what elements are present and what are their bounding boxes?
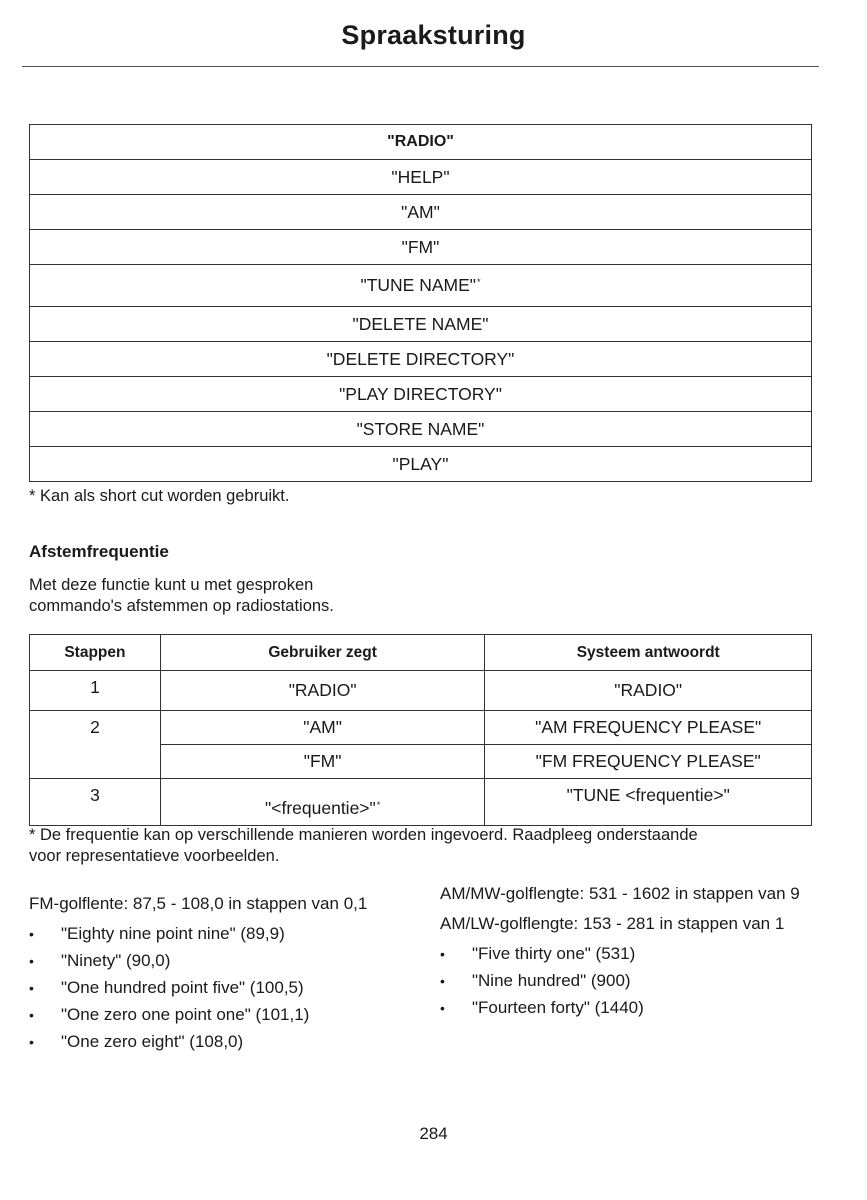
footnote-mark: * [476, 277, 481, 287]
step-number: 1 [30, 671, 161, 711]
command-cell [30, 265, 812, 307]
radio-commands-table [29, 124, 812, 482]
user-says: "FM" [160, 745, 485, 779]
user-says [160, 779, 485, 826]
list-item [29, 978, 409, 1005]
list-item [29, 1005, 409, 1032]
table-row [30, 711, 812, 745]
system-responds: "TUNE <frequentie>" [485, 779, 812, 826]
footnote-line: voor representatieve voorbeelden. [29, 847, 280, 865]
radio-commands-heading: "RADIO" [30, 125, 812, 160]
fm-intro: FM-golflente: 87,5 - 108,0 in stappen van 0,1 [29, 894, 368, 913]
column-header-user: Gebruiker zegt [160, 635, 485, 671]
footnote-line: * De frequentie kan op verschillende manieren worden ingevoerd. Raadpleeg onderstaande [29, 826, 698, 844]
example-text: "Ninety" (90,0) [61, 951, 171, 970]
list-item [29, 924, 409, 951]
command-cell: "AM" [30, 195, 812, 230]
commands-footnote: * Kan als short cut worden gebruikt. [29, 487, 290, 505]
list-item [440, 944, 825, 971]
command-cell: "HELP" [30, 160, 812, 195]
list-item [440, 971, 825, 998]
section-intro [29, 575, 449, 617]
command-cell: "DELETE NAME" [30, 307, 812, 342]
table-row [30, 779, 812, 826]
section-heading: Afstemfrequentie [29, 542, 169, 561]
step-number: 2 [30, 711, 161, 779]
example-text: "Fourteen forty" (1440) [472, 998, 644, 1017]
intro-line: commando's afstemmen op radiostations. [29, 597, 334, 615]
step-number: 3 [30, 779, 161, 826]
example-text: "Five thirty one" (531) [472, 944, 636, 963]
bullet-icon: • [29, 980, 34, 996]
bullet-icon: • [29, 953, 34, 969]
system-responds: "RADIO" [485, 671, 812, 711]
footnote-mark: * [376, 800, 381, 810]
bullet-icon: • [440, 946, 445, 962]
page-title: Spraaksturing [341, 20, 526, 50]
frequency-footnote [29, 825, 819, 867]
example-text: "One hundred point five" (100,5) [61, 978, 304, 997]
bullet-icon: • [29, 1034, 34, 1050]
am-column [440, 884, 825, 1025]
command-cell: "PLAY" [30, 447, 812, 482]
user-says: "AM" [160, 711, 485, 745]
system-responds: "AM FREQUENCY PLEASE" [485, 711, 812, 745]
example-text: "One zero one point one" (101,1) [61, 1005, 310, 1024]
list-item [440, 998, 825, 1025]
example-text: "Eighty nine point nine" (89,9) [61, 924, 285, 943]
title-divider [22, 66, 819, 67]
intro-line: Met deze functie kunt u met gesproken [29, 576, 314, 594]
command-cell: "PLAY DIRECTORY" [30, 377, 812, 412]
user-says-text: "<frequentie>" [265, 798, 376, 818]
bullet-icon: • [29, 926, 34, 942]
bullet-icon: • [29, 1007, 34, 1023]
list-item [29, 1032, 409, 1059]
list-item [29, 951, 409, 978]
column-header-system: Systeem antwoordt [485, 635, 812, 671]
am-mw-intro: AM/MW-golflengte: 531 - 1602 in stappen van 9 [440, 884, 800, 903]
example-text: "Nine hundred" (900) [472, 971, 631, 990]
table-row [30, 671, 812, 711]
bullet-icon: • [440, 973, 445, 989]
system-responds: "FM FREQUENCY PLEASE" [485, 745, 812, 779]
command-text: "TUNE NAME" [360, 275, 476, 295]
user-says: "RADIO" [160, 671, 485, 711]
am-lw-intro: AM/LW-golflengte: 153 - 281 in stappen van 1 [440, 914, 785, 933]
page-number: 284 [419, 1124, 448, 1143]
frequency-steps-table [29, 634, 812, 826]
am-examples-list [440, 944, 825, 1025]
command-cell: "DELETE DIRECTORY" [30, 342, 812, 377]
fm-column [29, 894, 409, 1059]
fm-examples-list [29, 924, 409, 1059]
bullet-icon: • [440, 1000, 445, 1016]
command-cell: "STORE NAME" [30, 412, 812, 447]
column-header-steps: Stappen [30, 635, 161, 671]
example-text: "One zero eight" (108,0) [61, 1032, 244, 1051]
command-cell: "FM" [30, 230, 812, 265]
